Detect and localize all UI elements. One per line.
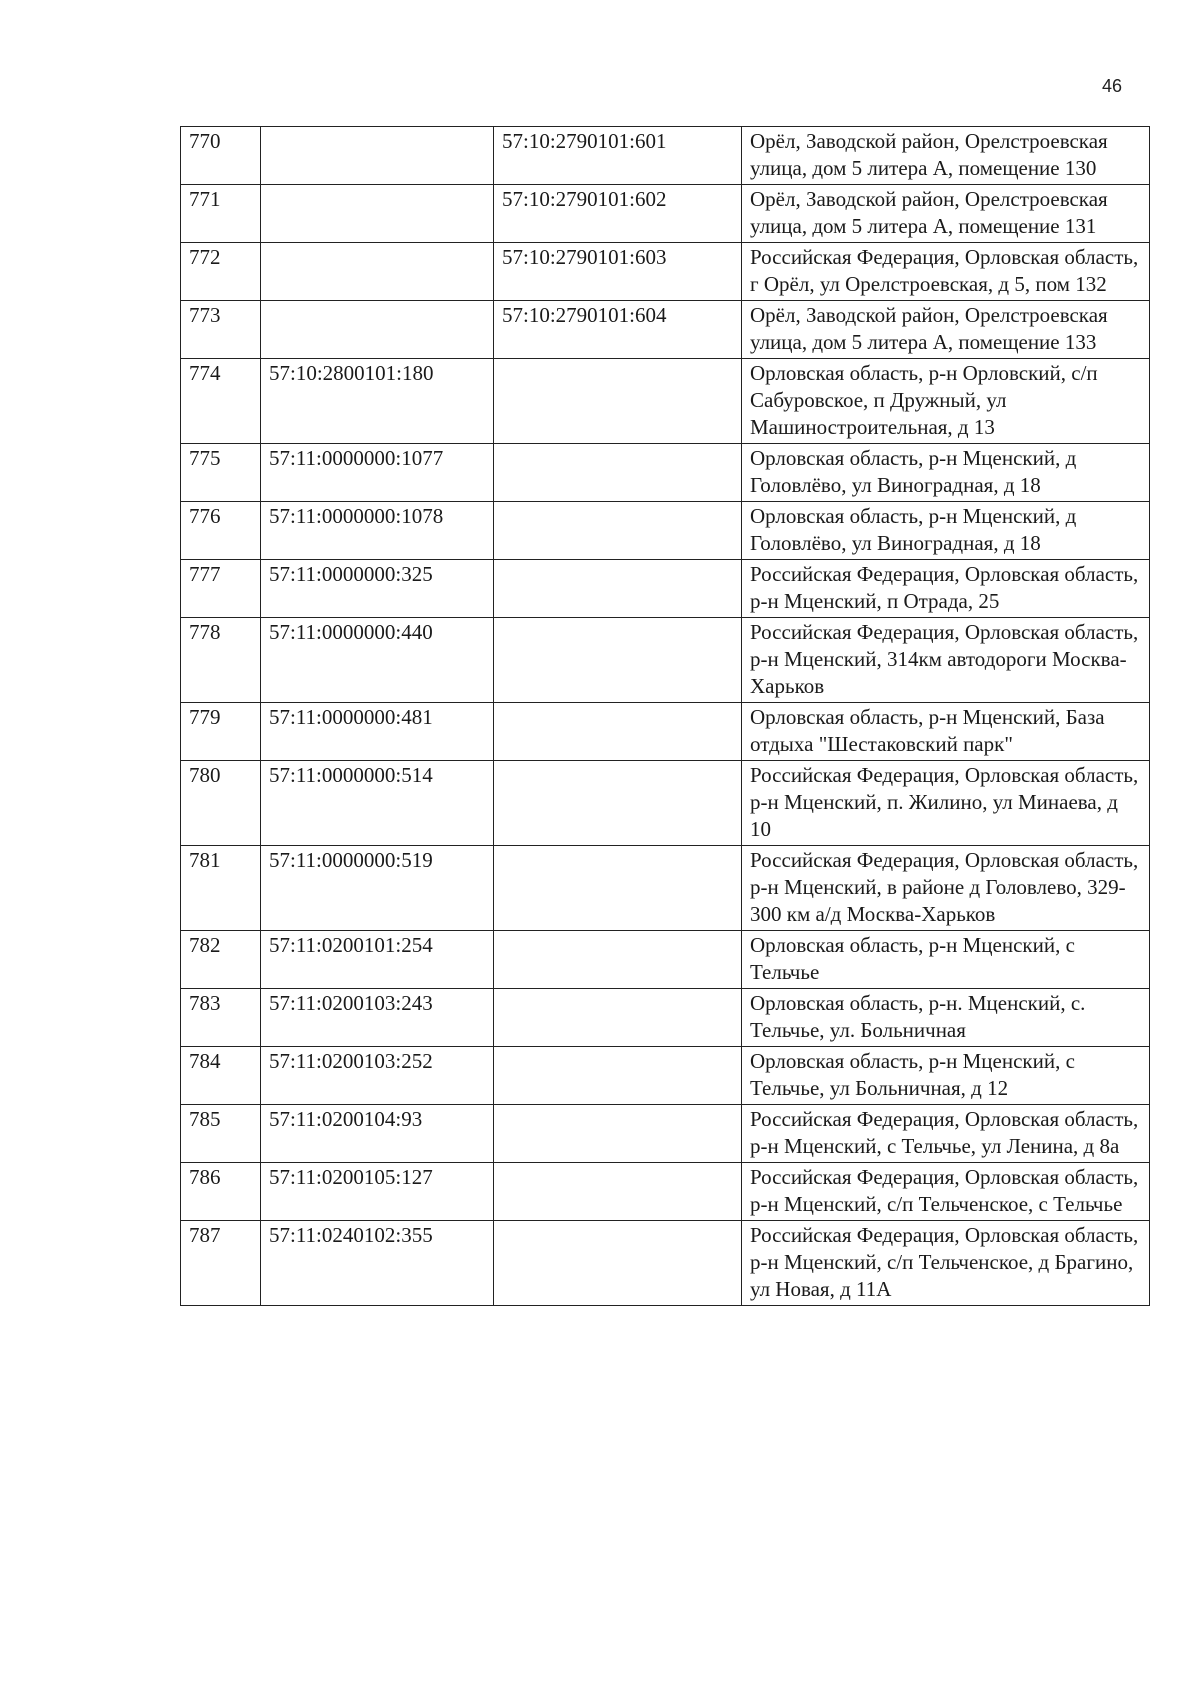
- address-cell: Орёл, Заводской район, Орелстроевская улица, дом 5 литера А, помещение 130: [742, 127, 1150, 185]
- table-row: [181, 761, 1150, 846]
- land-cadastral-number-cell: 57:11:0240102:355: [261, 1221, 494, 1306]
- building-cadastral-number-cell: [494, 1047, 742, 1105]
- land-cadastral-number-cell: 57:11:0000000:440: [261, 618, 494, 703]
- address-cell: Орловская область, р-н Мценский, д Головлёво, ул Виноградная, д 18: [742, 444, 1150, 502]
- row-number-cell: 786: [181, 1163, 261, 1221]
- table-row: [181, 931, 1150, 989]
- building-cadastral-number-cell: [494, 560, 742, 618]
- row-number-cell: 780: [181, 761, 261, 846]
- row-number-cell: 772: [181, 243, 261, 301]
- building-cadastral-number-cell: [494, 502, 742, 560]
- land-cadastral-number-cell: [261, 301, 494, 359]
- land-cadastral-number-cell: 57:10:2800101:180: [261, 359, 494, 444]
- land-cadastral-number-cell: [261, 127, 494, 185]
- address-cell: Российская Федерация, Орловская область, р-н Мценский, 314км автодороги Москва-Харьков: [742, 618, 1150, 703]
- table-row: [181, 1221, 1150, 1306]
- address-cell: Орловская область, р-н Мценский, д Головлёво, ул Виноградная, д 18: [742, 502, 1150, 560]
- row-number-cell: 782: [181, 931, 261, 989]
- registry-table-body: [181, 127, 1150, 1306]
- address-cell: Российская Федерация, Орловская область, р-н Мценский, в районе д Головлево, 329-300 км а/д Москва-Харьков: [742, 846, 1150, 931]
- row-number-cell: 774: [181, 359, 261, 444]
- table-row: [181, 560, 1150, 618]
- building-cadastral-number-cell: 57:10:2790101:604: [494, 301, 742, 359]
- row-number-cell: 771: [181, 185, 261, 243]
- address-cell: Российская Федерация, Орловская область, р-н Мценский, с/п Тельченское, с Тельчье: [742, 1163, 1150, 1221]
- address-cell: Орёл, Заводской район, Орелстроевская улица, дом 5 литера А, помещение 133: [742, 301, 1150, 359]
- land-cadastral-number-cell: [261, 243, 494, 301]
- address-cell: Российская Федерация, Орловская область, р-н Мценский, п Отрада, 25: [742, 560, 1150, 618]
- address-cell: Орёл, Заводской район, Орелстроевская улица, дом 5 литера А, помещение 131: [742, 185, 1150, 243]
- building-cadastral-number-cell: [494, 359, 742, 444]
- row-number-cell: 773: [181, 301, 261, 359]
- table-row: [181, 444, 1150, 502]
- row-number-cell: 784: [181, 1047, 261, 1105]
- address-cell: Российская Федерация, Орловская область, г Орёл, ул Орелстроевская, д 5, пом 132: [742, 243, 1150, 301]
- table-row: [181, 502, 1150, 560]
- building-cadastral-number-cell: 57:10:2790101:603: [494, 243, 742, 301]
- table-row: [181, 703, 1150, 761]
- row-number-cell: 781: [181, 846, 261, 931]
- building-cadastral-number-cell: 57:10:2790101:602: [494, 185, 742, 243]
- table-row: [181, 1105, 1150, 1163]
- row-number-cell: 785: [181, 1105, 261, 1163]
- building-cadastral-number-cell: [494, 761, 742, 846]
- land-cadastral-number-cell: 57:11:0000000:1077: [261, 444, 494, 502]
- land-cadastral-number-cell: [261, 185, 494, 243]
- building-cadastral-number-cell: [494, 618, 742, 703]
- table-row: [181, 1163, 1150, 1221]
- building-cadastral-number-cell: [494, 846, 742, 931]
- land-cadastral-number-cell: 57:11:0200101:254: [261, 931, 494, 989]
- building-cadastral-number-cell: [494, 1105, 742, 1163]
- land-cadastral-number-cell: 57:11:0200103:243: [261, 989, 494, 1047]
- row-number-cell: 770: [181, 127, 261, 185]
- land-cadastral-number-cell: 57:11:0200103:252: [261, 1047, 494, 1105]
- land-cadastral-number-cell: 57:11:0000000:519: [261, 846, 494, 931]
- building-cadastral-number-cell: [494, 444, 742, 502]
- address-cell: Орловская область, р-н Орловский, с/п Сабуровское, п Дружный, ул Машиностроительная, д 13: [742, 359, 1150, 444]
- land-cadastral-number-cell: 57:11:0200105:127: [261, 1163, 494, 1221]
- row-number-cell: 777: [181, 560, 261, 618]
- land-cadastral-number-cell: 57:11:0000000:514: [261, 761, 494, 846]
- building-cadastral-number-cell: [494, 1163, 742, 1221]
- building-cadastral-number-cell: [494, 1221, 742, 1306]
- table-row: [181, 1047, 1150, 1105]
- land-cadastral-number-cell: 57:11:0000000:481: [261, 703, 494, 761]
- table-row: [181, 301, 1150, 359]
- table-row: [181, 185, 1150, 243]
- address-cell: Орловская область, р-н Мценский, с Тельчье, ул Больничная, д 12: [742, 1047, 1150, 1105]
- row-number-cell: 775: [181, 444, 261, 502]
- address-cell: Российская Федерация, Орловская область, р-н Мценский, с/п Тельченское, д Брагино, ул Новая, д 11А: [742, 1221, 1150, 1306]
- address-cell: Российская Федерация, Орловская область, р-н Мценский, с Тельчье, ул Ленина, д 8а: [742, 1105, 1150, 1163]
- table-row: [181, 243, 1150, 301]
- table-row: [181, 846, 1150, 931]
- row-number-cell: 779: [181, 703, 261, 761]
- building-cadastral-number-cell: [494, 931, 742, 989]
- address-cell: Орловская область, р-н Мценский, База отдыха "Шестаковский парк": [742, 703, 1150, 761]
- building-cadastral-number-cell: 57:10:2790101:601: [494, 127, 742, 185]
- row-number-cell: 776: [181, 502, 261, 560]
- page-number: 46: [1101, 76, 1122, 96]
- row-number-cell: 783: [181, 989, 261, 1047]
- address-cell: Орловская область, р-н Мценский, с Тельчье: [742, 931, 1150, 989]
- building-cadastral-number-cell: [494, 703, 742, 761]
- address-cell: Российская Федерация, Орловская область, р-н Мценский, п. Жилино, ул Минаева, д 10: [742, 761, 1150, 846]
- row-number-cell: 787: [181, 1221, 261, 1306]
- table-row: [181, 618, 1150, 703]
- land-cadastral-number-cell: 57:11:0000000:325: [261, 560, 494, 618]
- row-number-cell: 778: [181, 618, 261, 703]
- land-cadastral-number-cell: 57:11:0000000:1078: [261, 502, 494, 560]
- table-row: [181, 127, 1150, 185]
- table-row: [181, 359, 1150, 444]
- table-row: [181, 989, 1150, 1047]
- address-cell: Орловская область, р-н. Мценский, с. Тельчье, ул. Больничная: [742, 989, 1150, 1047]
- land-cadastral-number-cell: 57:11:0200104:93: [261, 1105, 494, 1163]
- building-cadastral-number-cell: [494, 989, 742, 1047]
- registry-table: [180, 126, 1150, 1306]
